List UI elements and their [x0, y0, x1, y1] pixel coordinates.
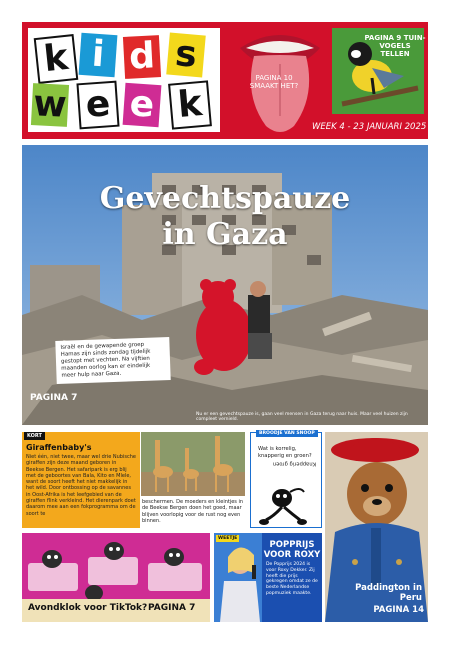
- tiktok-headline: Avondklok voor TikTok?: [28, 603, 148, 613]
- bird-teaser-text: PAGINA 9 TUIN-VOGELS TELLEN: [364, 34, 426, 58]
- roxy-section-tag: WEETJE: [218, 536, 238, 541]
- roxy-headline: POPPRIJS VOOR ROXY: [263, 540, 321, 560]
- tongue-teaser-text: PAGINA 10 SMAAKT HET?: [249, 74, 299, 90]
- story-intro-note: Israël en de gewapende groep Hamas zijn sinds zondag tijdelijk gestopt met vechten. Na vijftien maanden oorlog kan er eindelijk meer hulp naar Gaza.: [55, 337, 170, 384]
- section-tag: KORT: [24, 432, 45, 440]
- joke-section-tag: BROODJE VAN SNOOP: [256, 430, 318, 437]
- giraffe-body-continued: beschermen. De moeders en kleintjes in de Beekse Bergen doen het goed, maar blijven voorlopig voor de rust nog even binnen.: [142, 499, 244, 524]
- logo-letter: w: [32, 83, 68, 126]
- paddington-page-reference: PAGINA 14: [373, 605, 424, 615]
- photo-caption: Nu er een gevechtspauze is, gaan veel mensen in Gaza terug naar huis. Maar veel huizen zijn compleet vernield.: [196, 412, 408, 422]
- logo-letter: d: [123, 35, 161, 79]
- joke-question: Wat is korrelig, knapperig en groen?: [258, 446, 312, 459]
- joke-answer-upside-down: Knapperig groen: [272, 460, 316, 467]
- headline-line-1: Gevechtspauze: [99, 181, 351, 216]
- snoop-cartoon-icon: [254, 480, 318, 526]
- logo-letter: k: [168, 80, 212, 129]
- issue-date: WEEK 4 - 23 JANUARI 2025: [312, 122, 427, 132]
- headline-line-2: in Gaza: [162, 217, 288, 252]
- giraffe-headline: Giraffenbaby's: [26, 443, 92, 452]
- page-reference: PAGINA 7: [30, 393, 78, 403]
- masthead: [22, 22, 428, 139]
- paddington-headline: Paddington in Peru: [355, 583, 422, 603]
- logo-letter: e: [76, 81, 119, 130]
- tiktok-page-reference: PAGINA 7: [148, 603, 196, 613]
- logo-letter: s: [166, 33, 206, 78]
- logo-letter: e: [123, 83, 162, 127]
- logo-letter: k: [34, 34, 79, 84]
- roxy-body-text: De Popprijs 2024 is voor Roxy Dekker. Zij heeft die prijs gekregen omdat ze de beste Nederlandse popmuziek maakte.: [266, 562, 318, 596]
- logo-letter: i: [79, 33, 118, 77]
- giraffe-body-text: Niet één, niet twee, maar wel drie Nubische giraffen zijn deze maand geboren in Beekse Bergen. Het safaripark is erg blij met de geboortes van Bala, Kito en Mlele, want de soort heeft het niet makkelijk in het wild. Door ontbossing op de savannes in Oost-Afrika is het leefgebied van de giraffen flink verkleind. Het dierenpark doet daarom mee aan een fokprogramma om de soort te: [26, 454, 136, 517]
- gaza-cover-photo: [22, 145, 428, 425]
- giraffe-photo: [141, 432, 245, 496]
- main-headline: [22, 181, 428, 253]
- kidsweek-logo: [28, 28, 220, 132]
